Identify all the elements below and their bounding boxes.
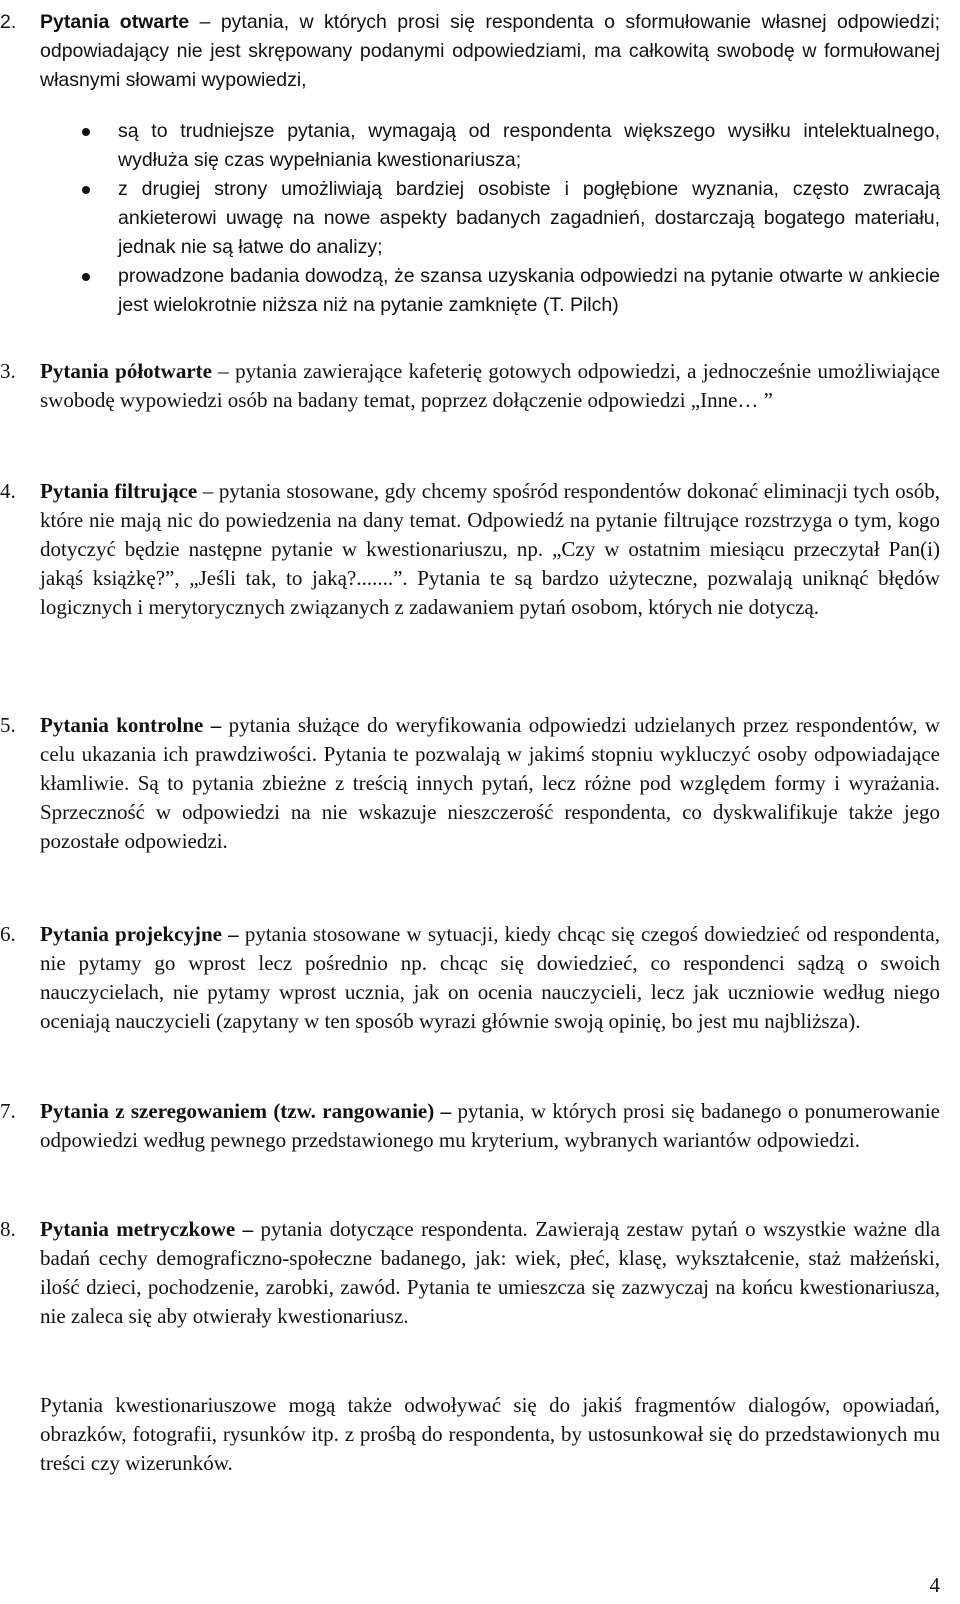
bullet-text: prowadzone badania dowodzą, że szansa uzyskania odpowiedzi na pytanie otwarte w ankiecie jest wielokrotnie niższa niż na pytanie zamknięte (T. Pilch) [118,265,940,316]
item-text [40,8,940,95]
bullet-icon [82,186,90,194]
bullet-icon [82,273,90,281]
closing-paragraph: Pytania kwestionariuszowe mogą także odwoływać się do jakiś fragmentów dialogów, opowiadań, obrazków, fotografii, rysunków itp. z prośbą do respondenta, by ustosunkował się do przedstawionych mu treści czy wizerunków. [40,1393,940,1475]
item-term: Pytania z szeregowaniem (tzw. rangowanie) – [40,1099,452,1123]
item-number: 6. [0,922,16,946]
item-text [40,1215,940,1331]
item-number: 8. [0,1217,16,1241]
item-term: Pytania półotwarte [40,359,212,383]
item-text [40,1097,940,1155]
item-text [40,920,940,1036]
item-number: 7. [0,1099,16,1123]
item-text [40,357,940,415]
item-description: pytania stosowane w sytuacji, kiedy chcąc się czegoś dowiedzieć od respondenta, nie pytamy go wprost lecz pośrednio np. chcąc się dowiedzieć, co respondenci sądzą o swoich nauczycielach, nie pytamy wprost ucznia, jak on ocenia nauczycieli, lecz jak uczniowie według niego oceniają nauczycieli (zapytany w ten sposób wyrazi głównie swoją opinię, bo jest mu najbliższa). [40,922,941,1033]
item-number: 4. [0,479,16,503]
item-term: Pytania projekcyjne – [40,922,239,946]
item-number: 2. [0,11,17,33]
page-number: 4 [929,1573,940,1597]
item-number: 3. [0,359,16,383]
item-description: – pytania, w których prosi się respondenta o sformułowanie własnej odpowiedzi; odpowiadający nie jest skrępowany podanymi odpowiedziami, ma całkowitą swobodę w formułowanej własnymi słowami wypowiedzi, [40,11,940,91]
item-number: 5. [0,713,16,737]
item-term: Pytania otwarte [40,11,190,33]
item-text [40,477,940,622]
item-term: Pytania metryczkowe – [40,1217,254,1241]
item-description: pytania dotyczące respondenta. Zawierają zestaw pytań o wszystkie ważne dla badań cechy demograficzno-społeczne badanego, jak: wiek, płeć, klasę, wykształcenie, staż małżeński, ilość dzieci, pochodzenie, zarobki, zawód. Pytania te umieszcza się zazwyczaj na końcu kwestionariusza, nie zaleca się aby otwierały kwestionariusz. [40,1217,940,1328]
item-description: pytania, w których prosi się badanego o ponumerowanie odpowiedzi według pewnego przedstawionego mu kryterium, wybranych wariantów odpowiedzi. [40,1099,940,1152]
item-term: Pytania filtrujące [40,479,198,503]
bullet-text: są to trudniejsze pytania, wymagają od respondenta większego wysiłku intelektualnego, wydłuża się czas wypełniania kwestionariusza; [118,120,940,171]
item-description: – pytania zawierające kafeterię gotowych odpowiedzi, a jednocześnie umożliwiające swobodę wypowiedzi osób na badany temat, poprzez dołączenie odpowiedzi „Inne… ” [40,359,940,412]
item-text [40,711,940,856]
bullet-text: z drugiej strony umożliwiają bardziej osobiste i pogłębione wyznania, często zwracają ankieterowi uwagę na nowe aspekty badanych zagadnień, dostarczają bogatego materiału, jednak nie są łatwe do analizy; [118,178,940,258]
item-term: Pytania kontrolne – [40,713,222,737]
item-description: – pytania stosowane, gdy chcemy spośród respondentów dokonać eliminacji tych osób, które nie mają nic do powiedzenia na dany temat. Odpowiedź na pytanie filtrujące rozstrzyga o tym, kogo dotyczyć będzie następne pytanie w kwestionariuszu, np. „Czy w ostatnim miesiącu przeczytał Pan(i) jakąś książkę?”, „Jeśli tak, to jaką?.......”. Pytania te są bardzo użyteczne, pozwalają uniknąć błędów logicznych i merytorycznych związanych z zadawaniem pytań osobom, których nie dotyczą. [40,479,941,619]
bullet-icon [82,128,90,136]
item-description: pytania służące do weryfikowania odpowiedzi udzielanych przez respondentów, w celu ukazania ich prawdziwości. Pytania te pozwalają w jakimś stopniu wykluczyć osoby odpowiadające kłamliwie. Są to pytania zbieżne z treścią innych pytań, lecz różne pod względem formy i wyrażania. Sprzeczność w odpowiedzi na nie wskazuje nieszczerość respondenta, co dyskwalifikuje także jego pozostałe odpowiedzi. [40,713,940,853]
